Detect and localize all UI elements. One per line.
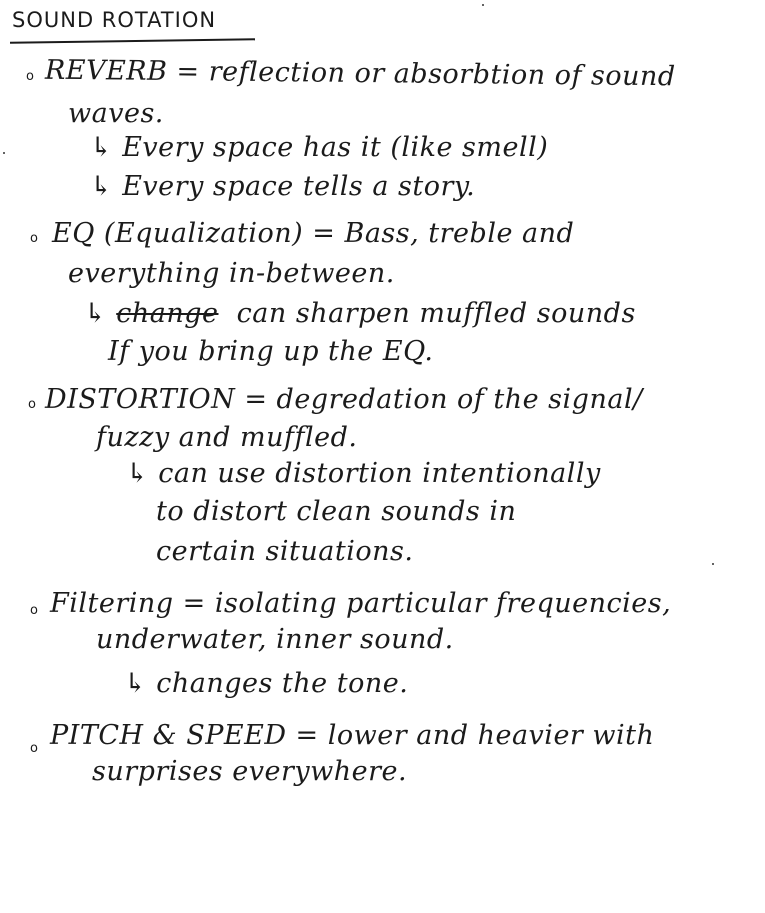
sub-note-text: changes the tone. bbox=[156, 668, 409, 699]
sub-note: ↳ change can sharpen muffled sounds bbox=[84, 298, 636, 329]
bullet-icon: o bbox=[30, 231, 38, 246]
title-underline bbox=[10, 38, 255, 43]
note-item-pitch-speed-cont: surprises everywhere. bbox=[92, 756, 408, 787]
sub-note-text: Every space tells a story. bbox=[122, 171, 476, 202]
bullet-icon: o bbox=[28, 397, 36, 412]
sub-note: ↳ can use distortion intentionally bbox=[126, 458, 601, 489]
note-item-pitch-speed: PITCH & SPEED = lower and heavier with bbox=[50, 720, 655, 751]
note-item-filtering: Filtering = isolating particular frequencies, bbox=[50, 588, 672, 619]
note-item-reverb: REVERB = reflection or absorbtion of sound bbox=[44, 54, 676, 93]
note-item-reverb-cont: waves. bbox=[68, 98, 164, 129]
sub-note: ↳ Every space tells a story. bbox=[90, 171, 476, 202]
note-item-filtering-cont: underwater, inner sound. bbox=[96, 624, 454, 655]
bullet-icon: o bbox=[30, 741, 38, 756]
sub-note: ↳ changes the tone. bbox=[124, 668, 409, 699]
ink-speck bbox=[482, 4, 484, 6]
page-title: SOUND ROTATION bbox=[12, 8, 217, 32]
ink-speck bbox=[3, 152, 5, 154]
sub-note: ↳ Every space has it (like smell) bbox=[90, 132, 549, 163]
sub-note-text: can sharpen muffled sounds bbox=[236, 298, 636, 329]
note-item-distortion-cont: fuzzy and muffled. bbox=[96, 422, 358, 453]
bullet-icon: o bbox=[30, 603, 38, 618]
note-item-eq: EQ (Equalization) = Bass, treble and bbox=[52, 218, 575, 249]
sub-note-cont: If you bring up the EQ. bbox=[108, 336, 434, 367]
struck-out-word: change bbox=[116, 298, 219, 329]
bullet-icon: o bbox=[26, 69, 34, 84]
sub-note-text: can use distortion intentionally bbox=[158, 458, 601, 489]
sub-note-cont: certain situations. bbox=[156, 536, 414, 567]
sub-note-cont: to distort clean sounds in bbox=[156, 496, 517, 527]
ink-speck bbox=[712, 563, 714, 565]
note-item-distortion: DISTORTION = degredation of the signal/ bbox=[45, 384, 643, 415]
note-item-eq-cont: everything in-between. bbox=[68, 258, 395, 289]
sub-note-text: Every space has it (like smell) bbox=[122, 132, 549, 163]
